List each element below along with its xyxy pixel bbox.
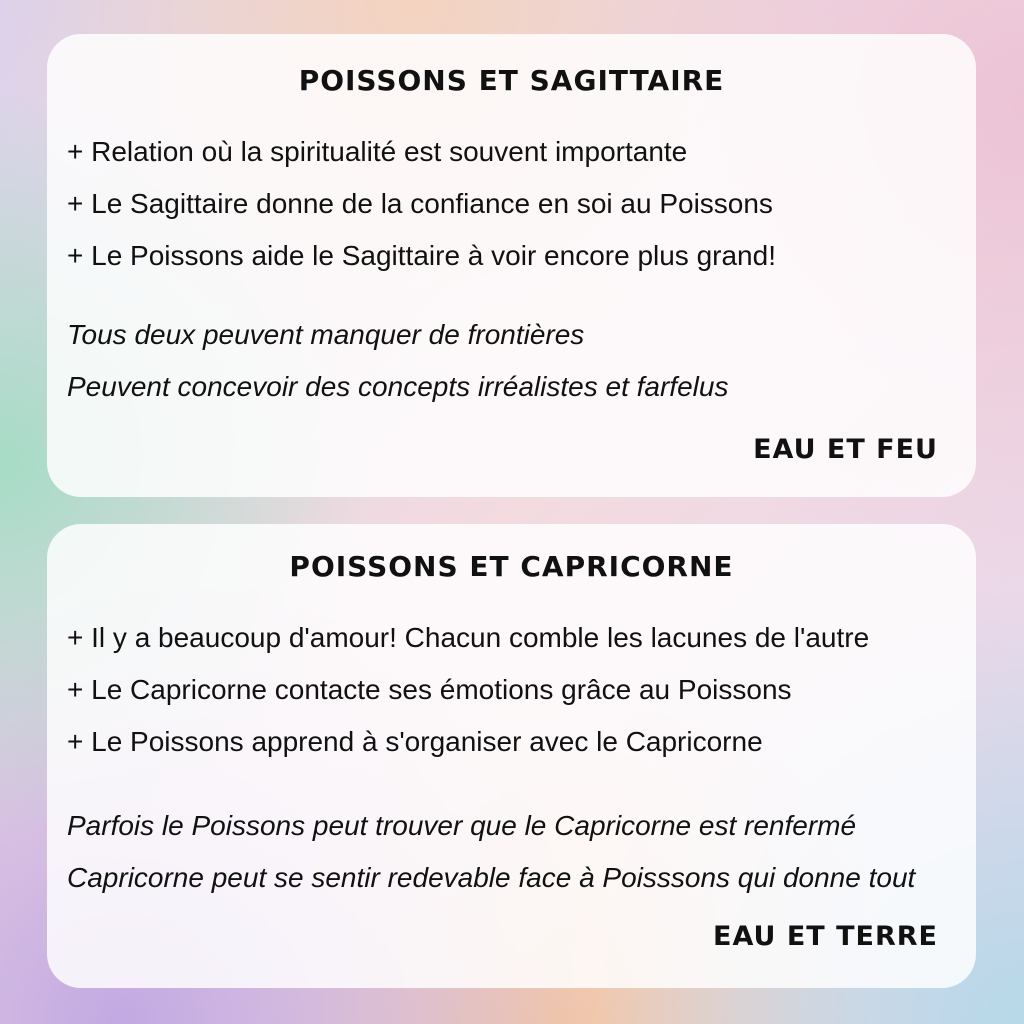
negative-item: Tous deux peuvent manquer de frontières xyxy=(67,319,585,350)
negatives-list xyxy=(67,309,728,413)
positive-item: + Le Poissons apprend à s'organiser avec le Capricorne xyxy=(67,726,763,757)
card-title: POISSONS ET CAPRICORNE xyxy=(289,550,734,583)
element-label: EAU ET FEU xyxy=(753,434,938,465)
positive-item: + Le Capricorne contacte ses émotions grâce au Poissons xyxy=(67,674,792,705)
element-label: EAU ET TERRE xyxy=(713,921,938,952)
positives-list xyxy=(67,612,869,768)
compatibility-card-capricorne xyxy=(47,524,976,988)
positive-item: + Relation où la spiritualité est souvent importante xyxy=(67,136,688,167)
positives-list xyxy=(67,126,776,282)
positive-item: + Le Sagittaire donne de la confiance en soi au Poissons xyxy=(67,188,773,219)
negatives-list xyxy=(67,800,915,904)
negative-item: Capricorne peut se sentir redevable face à Poisssons qui donne tout xyxy=(67,862,916,893)
compatibility-card-sagittaire xyxy=(47,34,976,497)
positive-item: + Il y a beaucoup d'amour! Chacun comble les lacunes de l'autre xyxy=(67,622,870,653)
positive-item: + Le Poissons aide le Sagittaire à voir encore plus grand! xyxy=(67,240,776,271)
negative-item: Peuvent concevoir des concepts irréalistes et farfelus xyxy=(67,371,729,402)
negative-item: Parfois le Poissons peut trouver que le Capricorne est renfermé xyxy=(67,810,857,841)
card-title: POISSONS ET SAGITTAIRE xyxy=(298,64,725,97)
